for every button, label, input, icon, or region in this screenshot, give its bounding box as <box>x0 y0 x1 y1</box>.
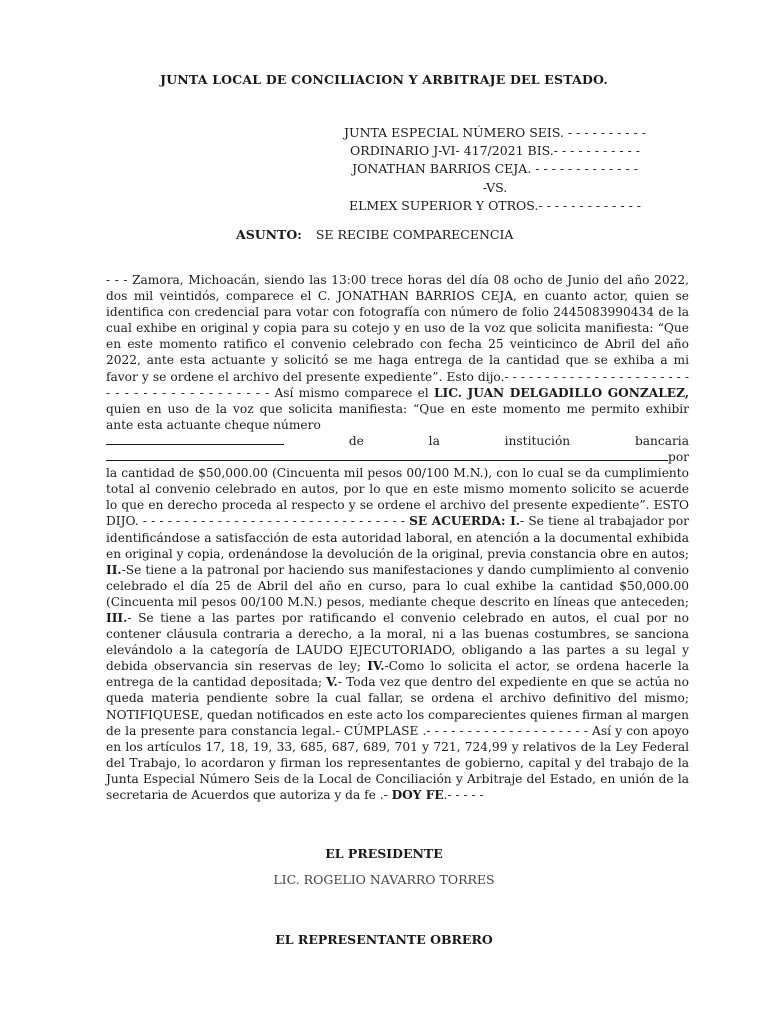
doy-fe: DOY FE <box>391 788 444 802</box>
case-header-plaintiff: JONATHAN BARRIOS CEJA. - - - - - - - - - - - - - <box>352 161 638 177</box>
subject-value: SE RECIBE COMPARECENCIA <box>315 227 514 242</box>
body-paragraph-2 <box>106 465 689 803</box>
president-name: LIC. ROGELIO NAVARRO TORRES <box>273 872 495 887</box>
body-text-3: la cantidad de $50,000.00 (Cincuenta mil pesos 00/100 M.N.), con lo cual se da cumplimiento total al convenio celebrado en autos, por lo que en este mismo momento solicito se acuerde lo que en derecho proceda al respecto y se ordene el archivo del presente expediente”. ESTO DIJO. - - - - - - - - - - - - - - - - - - - - - - - - - - - - - <box>106 466 689 529</box>
roman-ii: II. <box>106 562 122 577</box>
body-text-6: - Se tiene a las partes por ratificando el convenio celebrado en autos, el cual por no contener cláusula contraria a derecho, a la moral, ni a las buenas costumbres, se sanciona elevándolo a la categoría de LAUDO EJECUTORIADO, obligando a las partes a su legal y debida observancia sin reservas de ley; <box>106 610 689 674</box>
roman-v: V. <box>326 675 338 690</box>
lawyer-name: LIC. JUAN DELGADILLO GONZALEZ, <box>433 385 689 400</box>
case-header-defendant: ELMEX SUPERIOR Y OTROS.- - - - - - - - - - - - - <box>349 197 641 213</box>
body-text-8: - Toda vez que dentro del expediente en que se actúa no queda materia pendiente sobre la cual fallar, se ordena el archivo definitivo del mismo; NOTIFIQUESE, quedan notificados en este acto los comparecientes quienes firman al margen de la presente para constancia legal.- CÚMPLASE .- - - - - - - - - - - - - - - - - - - - Así y con apoyo en los artículos 17, 18, 19, 33, 685, 687, 689, 701 y 721, 724,99 y relativos de la Ley Federal del Trabajo, lo acordaron y firman los representantes de gobierno, capital y del trabajo de la Junta Especial Número Seis de la Local de Conciliación y Arbitraje del Estado, en unión de la secretaria de Acuerdos que autoriza y da fe .- <box>106 675 689 802</box>
body-text-5: -Se tiene a la patronal por haciendo sus manifestaciones y dando cumplimiento al convenio celebrado el día 25 de Abril del año en curso, para lo cual exhibe la cantidad $50,000.00 (Cincuenta mil pesos 00/100 M.N.) pesos, mediante cheque descrito en líneas que anteceden; <box>106 562 689 609</box>
court-title: JUNTA LOCAL DE CONCILIACION Y ARBITRAJE DEL ESTADO. <box>160 72 608 87</box>
worker-representative-title: EL REPRESENTANTE OBRERO <box>275 932 493 947</box>
word-institucion: institución <box>504 433 571 448</box>
body-dashes-prefix: - - - <box>384 514 410 529</box>
word-bancaria: bancaria <box>634 433 689 448</box>
word-de: de <box>348 433 364 448</box>
body-paragraph-1 <box>106 272 689 433</box>
body-text-2: quien en uso de la voz que solicita manifiesta: “Que en este momento me permito exhibir ante esta actuante cheque número <box>106 401 689 432</box>
body-ending: .- - - - - <box>443 788 484 802</box>
se-acuerda-heading: SE ACUERDA: I. <box>409 514 521 529</box>
blank-line-row-1 <box>106 433 689 449</box>
word-por: por <box>668 450 689 465</box>
document-body <box>106 272 689 803</box>
case-header-versus: -VS. <box>482 179 508 195</box>
case-header-file-number: ORDINARIO J-VI- 417/2021 BIS.- - - - - - - - - - - <box>350 143 640 159</box>
body-text-1: - - - Zamora, Michoacán, siendo las 13:00 trece horas del día 08 ocho de Junio del año 2022, dos mil veintidós, comparece el C. JONATHAN BARRIOS CEJA, en cuanto actor, quien se identifica con credencial para votar con fotografía con número de folio 2445083990434 de la cual exhibe en original y copia para su cotejo y en uso de la voz que solicita manifiesta: “Que en este momento ratifico el convenio celebrado con fecha 25 veinticinco de Abril del año 2022, ante esta actuante y solicitó se me haga entrega de la cantidad que se exhiba a mi favor y se ordene el archivo del presente expediente”. Esto dijo.- - - - - - - - - - - - - - - - - - - - - - - - - - - - - - - - - - - - - - - - - Así mismo comparece el <box>106 273 689 400</box>
word-la: la <box>428 433 440 448</box>
body-text-4: - Se tiene al trabajador por identificándose a satisfacción de esta autoridad laboral, en atención a la documental exhibida en original y copia, ordenándose la devolución de la original, previa constancia obre en autos; <box>106 514 689 561</box>
subject-label: ASUNTO: <box>236 227 302 242</box>
body-text-7: -Como lo solicita el actor, se ordena hacerle la entrega de la cantidad depositada; <box>106 659 689 690</box>
subject-line <box>236 227 513 242</box>
roman-iii: III. <box>106 610 128 625</box>
roman-iv: IV. <box>367 659 385 674</box>
case-header <box>300 124 690 215</box>
case-header-board: JUNTA ESPECIAL NÚMERO SEIS. - - - - - - - - - - <box>344 125 646 140</box>
blank-line-row-2 <box>106 449 689 465</box>
bank-name-blank <box>106 449 668 461</box>
check-number-blank <box>106 433 284 445</box>
president-title: EL PRESIDENTE <box>325 846 443 861</box>
